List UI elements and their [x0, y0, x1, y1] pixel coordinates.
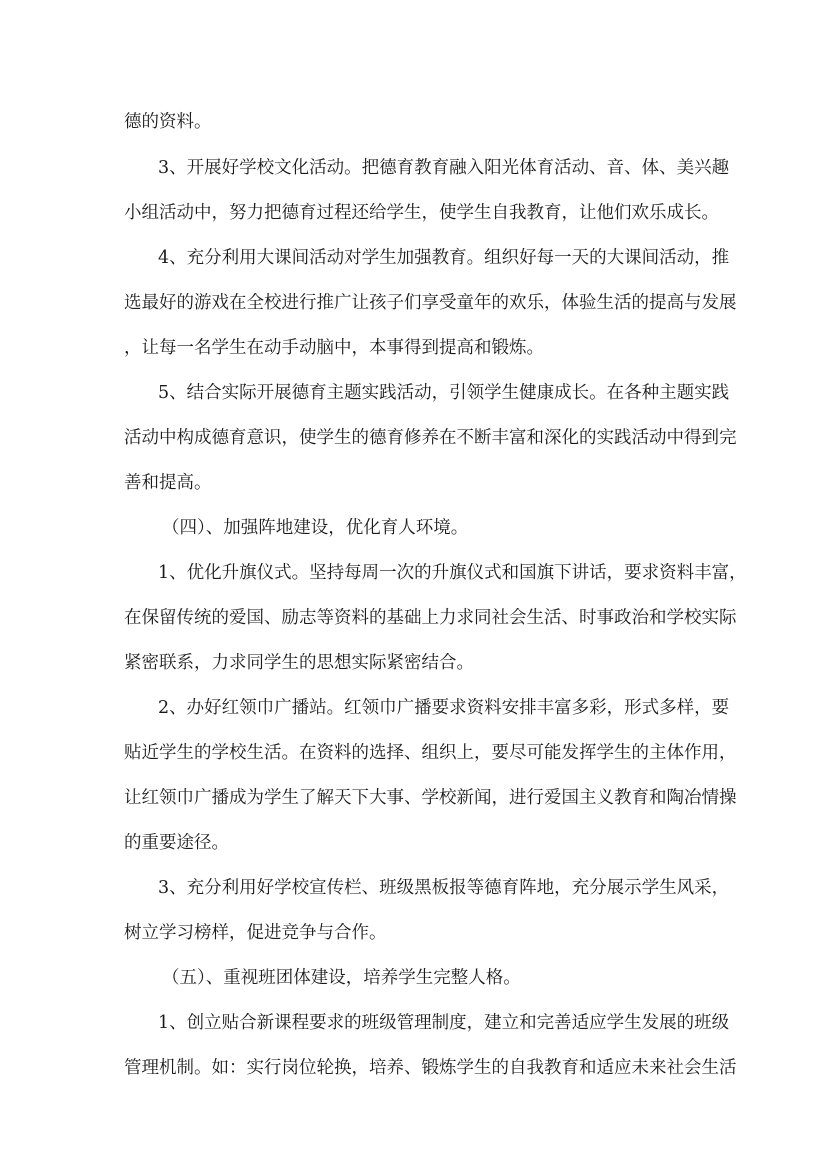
text-line: ，让每一名学生在动手动脑中，本事得到提高和锻炼。 [124, 338, 544, 358]
text-line: 在保留传统的爱国、励志等资料的基础上力求同社会生活、时事政治和学校实际 [124, 608, 737, 628]
text-line: 4、充分利用大课间活动对学生加强教育。组织好每一天的大课间活动，推 [158, 248, 730, 268]
text-line: 3、开展好学校文化活动。把德育教育融入阳光体育活动、音、体、美兴趣 [158, 158, 730, 178]
text-line: 小组活动中，努力把德育过程还给学生，使学生自我教育，让他们欢乐成长。 [124, 203, 719, 223]
text-line: 1、优化升旗仪式。坚持每周一次的升旗仪式和国旗下讲话，要求资料丰富， [158, 563, 747, 583]
text-line: 的重要途径。 [124, 833, 229, 853]
section-heading: （五）、重视班团体建设，培养学生完整人格。 [162, 968, 521, 988]
text-line: 紧密联系，力求同学生的思想实际紧密结合。 [124, 653, 474, 673]
text-line: 2、办好红领巾广播站。红领巾广播要求资料安排丰富多彩，形式多样，要 [158, 698, 730, 718]
text-line: 活动中构成德育意识，使学生的德育修养在不断丰富和深化的实践活动中得到完 [124, 428, 737, 448]
text-line: 贴近学生的学校生活。在资料的选择、组织上，要尽可能发挥学生的主体作用， [124, 743, 737, 763]
text-line: 选最好的游戏在全校进行推广让孩子们享受童年的欢乐，体验生活的提高与发展 [124, 293, 737, 313]
text-line: 管理机制。如：实行岗位轮换，培养、锻炼学生的自我教育和适应未来社会生活 [124, 1058, 737, 1078]
text-line: 3、充分利用好学校宣传栏、班级黑板报等德育阵地，充分展示学生风采， [158, 878, 730, 898]
text-line: 善和提高。 [124, 473, 212, 493]
text-line: 5、结合实际开展德育主题实践活动，引领学生健康成长。在各种主题实践 [158, 383, 730, 403]
text-line: 德的资料。 [124, 112, 212, 132]
text-line: 1、创立贴合新课程要求的班级管理制度，建立和完善适应学生发展的班级 [158, 1013, 730, 1033]
text-line: 让红领巾广播成为学生了解天下大事、学校新闻，进行爱国主义教育和陶冶情操 [124, 788, 737, 808]
text-line: 树立学习榜样，促进竞争与合作。 [124, 923, 387, 943]
section-heading: （四）、加强阵地建设，优化育人环境。 [162, 518, 469, 538]
